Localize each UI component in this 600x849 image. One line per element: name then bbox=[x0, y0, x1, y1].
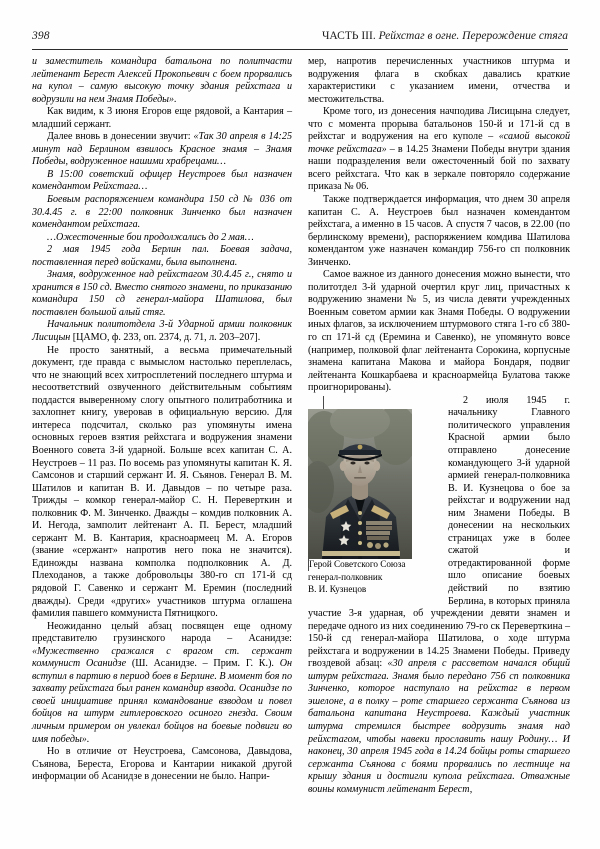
asanidze-quote-2: Он вступил в партию в период боев в Берлине. В момент боя по захвату рейхстага был ранен командир взвода. Осанидзе по своей инициативе принял командование взводом и повел бойцов на штурм гитлеровского осиного гнезда. Своим личным примером он увлекал бойцов на боевые подвиги во имя победы». bbox=[32, 658, 293, 745]
running-head-title bbox=[322, 30, 568, 42]
text-columns bbox=[32, 56, 570, 827]
lisitsyn-title: Начальник политотдела 3-й Ударной армии полковник Лисицын bbox=[32, 319, 292, 344]
figure-caption bbox=[308, 559, 406, 594]
paragraph-zinchenko-order: Боевым распоряжением командира 150 сд № 036 от 30.4.45 г. в 22:00 полковник Зинченко был назначен комендантом рейхстага. bbox=[32, 194, 292, 231]
paragraph-politotdel-circle: Самое важное из данного донесения можно вынести, что политотдел 3-й ударной очертил круг лиц, причастных к водружению знамени № 5, из числа девяти учрежденных Военным советом армии как Знамя Победы. О водружении иных флагов, за исключением штурмового стяга 1-го сб 380-го сп 171-й сд (Еремина и Савенко), не упомянуто вовсе (например, полковой флаг лейтенанта Сорокина, корпусные знамена капитана Макова и майора Бондаря, подвиг лейтенанта Кошкарбаева и красноармейца Булатова также проигнорированы). bbox=[308, 269, 570, 394]
paragraph-lisitsyn-report bbox=[308, 106, 570, 194]
asanidze-lead: Неожиданно целый абзац посвящен еще одному представителю грузинского народа – Асанидзе: bbox=[32, 620, 292, 645]
portrait-photo bbox=[308, 396, 440, 572]
paragraph-lisitsyn-signature bbox=[32, 319, 292, 344]
report-intro-lead: Далее вновь в донесении звучит: bbox=[47, 131, 194, 143]
paragraph-neustroev-confirmed: Также подтверждается информация, что днем 30 апреля капитан С. А. Неустроев был назначен комендантом рейхстага, а именно в 15 часов. А спустя 7 часов, в 22.00 (по берлинскому времени), распоряжением комдива Шатилова комендантом уже назначен командир 756-го сп полковник Зинченко. bbox=[308, 194, 570, 268]
figure-kuznetsov bbox=[308, 397, 440, 597]
paragraph-berlin-fell: 2 мая 1945 года Берлин пал. Боевая задача, поставленная перед войсками, была выполнена. bbox=[32, 244, 292, 268]
paragraph-quote-berest: и заместитель командира батальона по политчасти лейтенант Берест Алексей Прокопьевич с боем прорвались на купол – самую высокую точку здания рейхстага и водрузили на нем Знамя Победы». bbox=[32, 56, 292, 105]
asanidze-editor-note: (Ш. Асанидзе. – Прим. Г. К.). bbox=[126, 658, 280, 670]
paragraph-battles-until-may2: …Ожесточенные бои продолжались до 2 мая… bbox=[47, 231, 254, 243]
report-intro-quote: «Так 30 апреля в 14:25 минут над Берлином взвилось Красное знамя – Знамя Победы, водруженное нашими храбрецами… bbox=[32, 131, 293, 168]
paragraph-banner-removed: Знамя, водруженное над рейхстагом 30.4.45 г., снято и хранится в 150 сд. Вместо снятого знамени, по приказанию командира 150 сд генерал-майора Шатилова, был поставлен большой алый стяг. bbox=[32, 269, 292, 318]
running-head bbox=[32, 30, 568, 48]
asanidze-quote-1: «Мужественно сражался с врагом ст. сержант коммунист Осанидзе bbox=[32, 645, 292, 670]
caption-line-3: В. И. Кузнецов bbox=[308, 584, 367, 595]
paragraph-neustroev-commandant: В 15:00 советский офицер Неустроев был назначен комендантом Рейхстага… bbox=[32, 168, 292, 193]
running-head-rule bbox=[32, 49, 568, 50]
lisitsyn-report-lead: Кроме того, из донесения начподива Лисицына следует, что с момента прорыва батальонов 150-й и 171-й сд в рейхстаг и водружения на его куполе – bbox=[308, 106, 570, 143]
paragraph-characteristics: мер, напротив перечисленных участников штурма и водружения флага в скобках давались краткие характеристики с указанием имени, отчества и местожительства. bbox=[308, 56, 570, 105]
lisitsyn-archive-ref: [ЦАМО, ф. 233, оп. 2374, д. 71, л. 203–207]. bbox=[70, 332, 261, 344]
lisitsyn-report-quote: «самой высокой точке рейхстага» bbox=[308, 131, 570, 155]
left-column bbox=[32, 56, 292, 827]
kuznetsov-report-lead: 2 июля 1945 г. начальнику Главного политического управления Красной армии было отправлено донесение командующего 3-й ударной армией генерал-полковника В. И. Кузнецова о бое за рейхстаг и водружении над ним Знамени Победы. В донесении на нескольких страницах уже в более сжатой и отредактированной форме шло описание боевых действий по взятию Берлина, в которых приняла участие 3-я ударная, об учреждении девяти знамен и передаче одного из них соединению 79-го ск Переверткина – 150-й сд генерал-майора Шатилова, о ходе штурма рейхстага и водружении в 14.25 Знамени Победы. Приведу гвоздевой абзац: bbox=[308, 394, 570, 670]
caption-line-1: Герой Советского Союза bbox=[309, 559, 406, 570]
paragraph-egorov-rank: Как видим, к 3 июня Егоров еще рядовой, а Кантария – младший сержант. bbox=[32, 106, 292, 130]
caption-line-2: генерал-полковник bbox=[308, 571, 383, 582]
running-head-part: ЧАСТЬ III. bbox=[321, 30, 376, 42]
paragraph-report-intro bbox=[32, 131, 292, 169]
paragraph-asanidze-no-info: Но в отличие от Неустроева, Самсонова, Давыдова, Съянова, Береста, Егорова и Кантарии никакой другой информации об Асанидзе в донесении не было. Напри- bbox=[32, 746, 292, 783]
lisitsyn-report-tail: – в 14.25 Знамени Победы внутри здания наши подразделения вели ожесточенный бой по захвату всего рейхстага. Что как в зеркале повторяло содержание приказа № 06. bbox=[308, 143, 570, 193]
page-folio: 398 bbox=[32, 30, 50, 42]
paragraph-asanidze bbox=[32, 621, 292, 746]
running-head-subtitle: Рейхстаг в огне. Перерождение стяга bbox=[378, 30, 568, 42]
paragraph-analysis-document: Не просто занятный, а весьма примечательный документ, где правда с вымыслом настолько переплелась, что не знающий всех хитросплетений последнего штурма и несоответствий озвученного действительным событиям поддастся выверенному слогу опытного политработника и захлопнет книгу, уверовав в официальную версию. Для интереса подсчитал, сколько раз упомянуты имена основных героев взятия рейхстага и водружения знамени Военного совета 3-й ударной. Больше всех капитан С. А. Неустроев – 11 раз. По восемь раз упомянуты капитан К. Я. Самсонов и старший сержант И. Я. Съянов. Генерал В. М. Шатилов и капитан В. И. Давыдов – по четыре раза. Трижды – комкор генерал-майор С. Н. Переверткин и полковник Ф. М. Зинченко. Дважды – комдив полковник А. И. Негода, замполит лейтенант А. П. Берест, младший сержант М. В. Кантария, красноармеец М. А. Егоров (звание «сержант» напротив него пока не значится). Единожды названа комполка подполковник А. Д. Плеходанов, а также добровольцы 380-го сп 171-й сд рядовой Г. Савенко и сержант М. Еремин (последний дважды). Среди «других» участников штурма оглашена фамилия павшего коммуниста Пятницкого. bbox=[32, 344, 292, 620]
paragraph-kuznetsov-report bbox=[308, 395, 570, 797]
kuznetsov-report-quote: «30 апреля с рассветом начался общий штурм рейхстага. Знамя было передано 756 сп полковника Зинченко, которое наступало на рейхстаг в первом эшелоне, а в полку – роте старшего сержанта Съянова из батальона капитана Неустроева. Каждый участник штурма стремился быстрее водрузить знамя над рейхстагом, чтобы навеки прославить нашу Родину… И наконец, 30 апреля 1945 года в 14.24 бойцы роты старшего сержанта Съянова с боями прорвались по лестнице на крышу здания и достигли купола рейхстага. Отважные воины коммунист лейтенант Берест, bbox=[308, 658, 570, 795]
right-column bbox=[308, 56, 570, 827]
